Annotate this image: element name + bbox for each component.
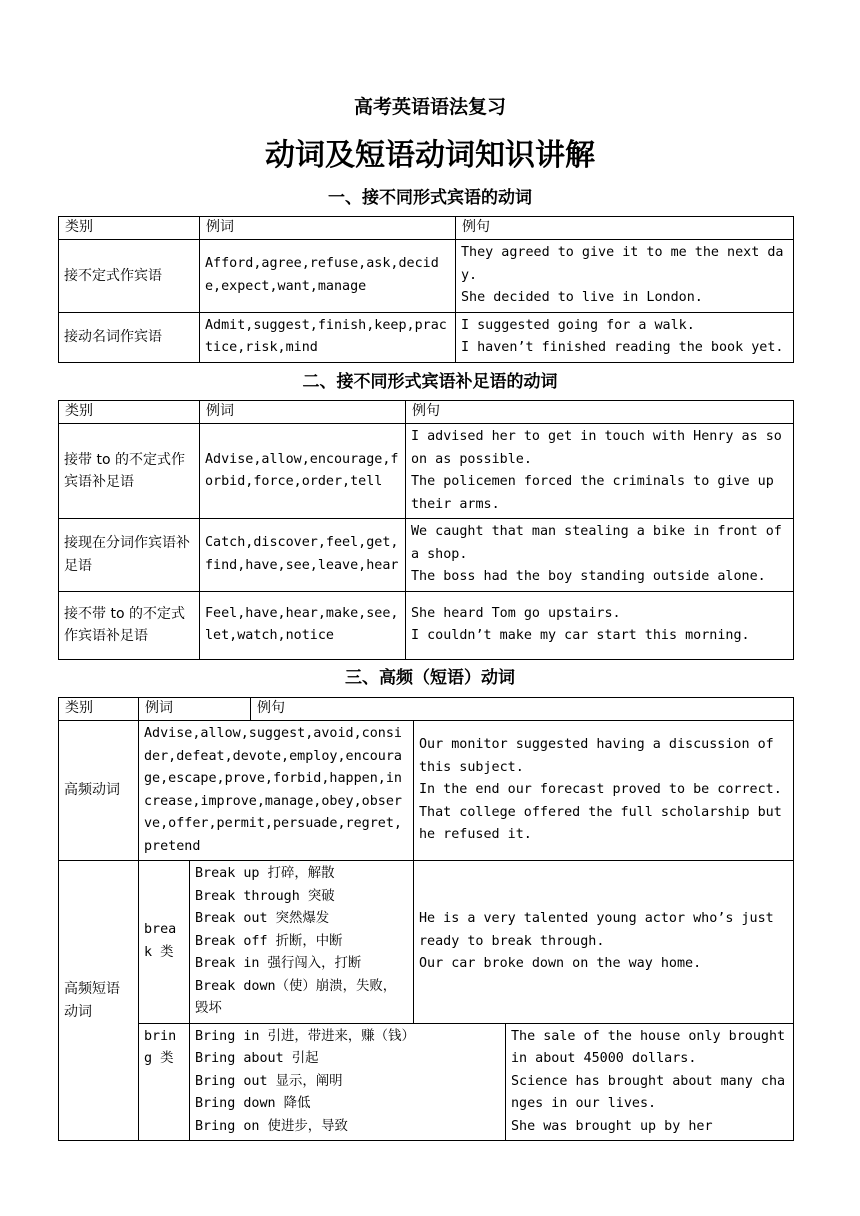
phrase-item: Break down（使）崩溃，失败，毁坏 [195, 978, 397, 1016]
phrase-item: Break in 强行闯入，打断 [195, 956, 362, 971]
example-sentence: I suggested going for a walk. [461, 317, 695, 333]
example-sentence: I advised her to get in touch with Henry as soon as possible. [411, 429, 782, 467]
header-category: 类别 [59, 698, 139, 721]
header-words: 例词 [200, 401, 406, 424]
example-sentence: Our car broke down on the way home. [419, 956, 702, 971]
category-cell: 接现在分词作宾语补足语 [59, 519, 200, 592]
sentences-cell [456, 312, 794, 362]
phrase-item: Break out 突然爆发 [195, 911, 330, 926]
category-cell: 高频短语动词 [59, 861, 139, 1141]
words-cell: Advise,allow,encourage,forbid,force,order,tell [200, 424, 406, 519]
example-sentence: She was brought up by her [511, 1118, 713, 1134]
example-sentence: I couldn’t make my car start this morning. [411, 628, 750, 643]
example-sentence: Our monitor suggested having a discussion of this subject. [419, 737, 774, 775]
section-1-table [58, 216, 794, 363]
phrases-cell [190, 1023, 506, 1141]
sentences-cell [456, 240, 794, 313]
example-sentence: That college offered the full scholarship but he refused it. [419, 804, 782, 843]
example-sentence: Science has brought about many changes in our lives. [511, 1073, 786, 1111]
words-cell: Catch,discover,feel,get,find,have,see,leave,hear [200, 519, 406, 592]
words-cell: Admit,suggest,finish,keep,practice,risk,mind [200, 312, 456, 362]
header-sentences: 例句 [456, 217, 794, 240]
phrase-item: Bring out 显示，阐明 [195, 1073, 343, 1089]
phrase-item: Bring down 降低 [195, 1096, 311, 1111]
section-2-heading: 二、接不同形式宾语补足语的动词 [302, 372, 558, 392]
phrase-item: Bring about 引起 [195, 1051, 319, 1066]
header-sentences: 例句 [251, 698, 794, 721]
sentences-cell [414, 721, 794, 861]
category-cell: 接动名词作宾语 [59, 312, 200, 362]
header-category: 类别 [59, 217, 200, 240]
document-title: 动词及短语动词知识讲解 [265, 138, 595, 173]
example-sentence: We caught that man stealing a bike in front of a shop. [411, 524, 782, 562]
phrase-item: Break up 打碎，解散 [195, 866, 335, 881]
words-cell: Afford,agree,refuse,ask,decide,expect,want,manage [200, 240, 456, 313]
header-category: 类别 [59, 401, 200, 424]
example-sentence: They agreed to give it to me the next day. [461, 245, 784, 283]
group-cell: bring 类 [139, 1023, 190, 1141]
example-sentence: I haven’t finished reading the book yet. [461, 340, 784, 355]
example-sentence: She decided to live in London. [461, 290, 703, 305]
words-cell: Feel,have,hear,make,see,let,watch,notice [200, 591, 406, 659]
document-supertitle: 高考英语语法复习 [353, 96, 506, 118]
phrase-item: Bring in 引进，带进来，赚（钱） [195, 1028, 415, 1044]
header-sentences: 例句 [406, 401, 794, 424]
sentences-cell [406, 424, 794, 519]
phrase-item: Bring on 使进步，导致 [195, 1118, 348, 1134]
phrase-item: Break off 折断，中断 [195, 933, 343, 949]
header-words: 例词 [200, 217, 456, 240]
phrase-item: Break through 突破 [195, 888, 335, 904]
category-cell: 接带 to 的不定式作宾语补足语 [59, 424, 200, 519]
example-sentence: She heard Tom go upstairs. [411, 605, 621, 621]
example-sentence: He is a very talented young actor who’s just ready to break through. [419, 911, 774, 949]
sentences-cell [414, 861, 794, 1024]
category-cell: 高频动词 [59, 721, 139, 861]
section-2-table [58, 400, 794, 660]
group-cell: break 类 [139, 861, 190, 1024]
header-words: 例词 [139, 698, 251, 721]
sentences-cell [406, 591, 794, 659]
category-cell: 接不带 to 的不定式作宾语补足语 [59, 591, 200, 659]
example-sentence: The boss had the boy standing outside alone. [411, 569, 766, 584]
section-3-table [58, 697, 794, 1141]
words-cell: Advise,allow,suggest,avoid,consider,defeat,devote,employ,encourage,escape,prove,forbid,happen,increase,improve,manage,obey,observe,offer,permit,persuade,regret,pretend [139, 721, 414, 861]
section-1-heading: 一、接不同形式宾语的动词 [328, 188, 532, 208]
example-sentence: In the end our forecast proved to be correct. [419, 782, 782, 798]
example-sentence: The sale of the house only brought in about 45000 dollars. [511, 1028, 786, 1066]
sentences-cell [506, 1023, 794, 1141]
phrases-cell [190, 861, 414, 1024]
category-cell: 接不定式作宾语 [59, 240, 200, 313]
sentences-cell [406, 519, 794, 592]
example-sentence: The policemen forced the criminals to give up their arms. [411, 474, 774, 512]
section-3-heading: 三、高频（短语）动词 [345, 668, 515, 688]
